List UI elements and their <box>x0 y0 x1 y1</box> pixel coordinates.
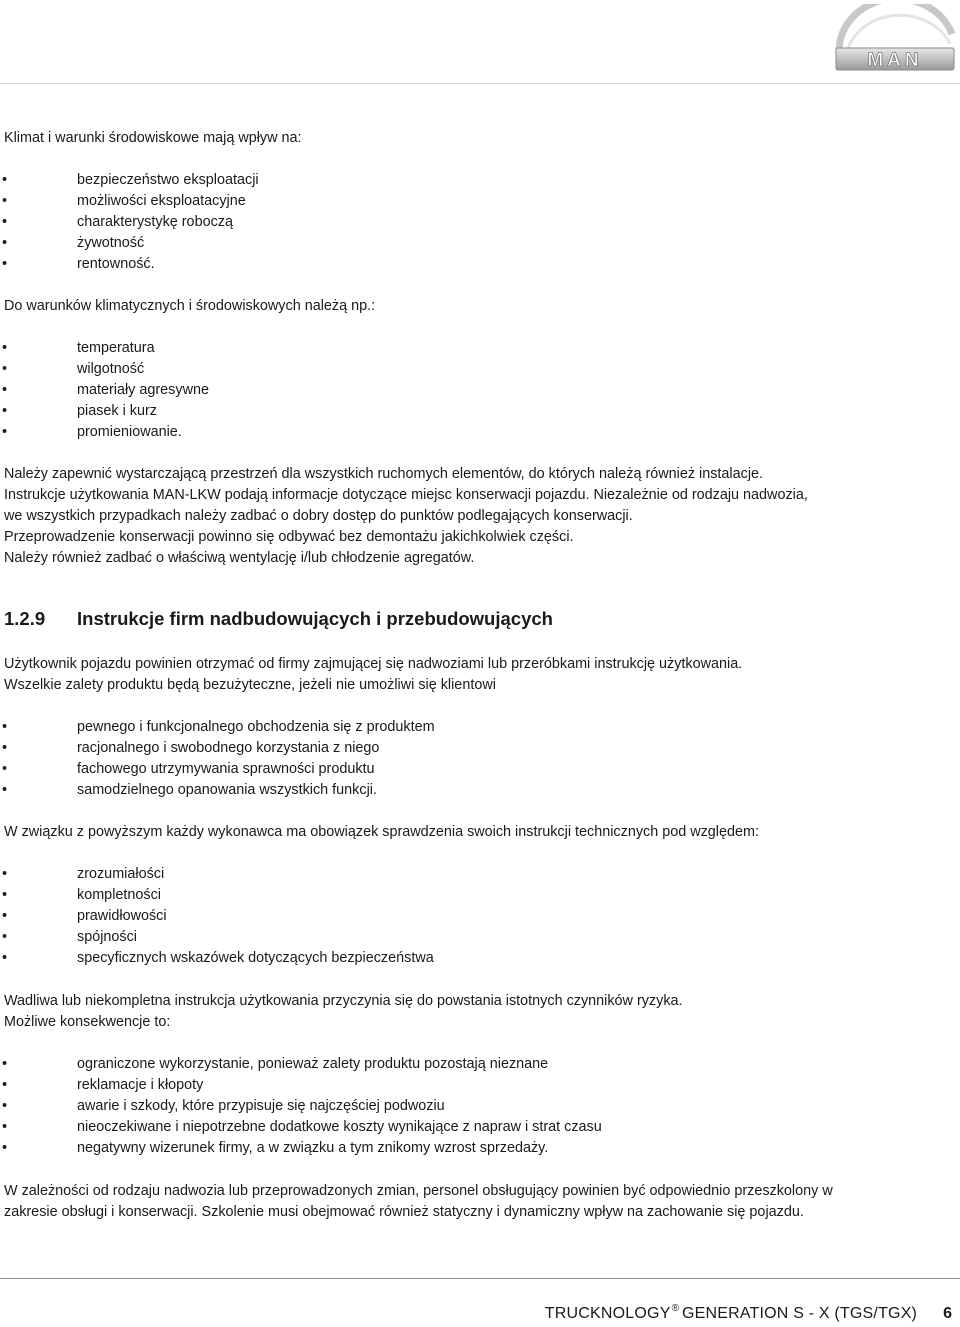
page-footer <box>545 1305 952 1323</box>
footer-divider <box>0 1278 960 1279</box>
paragraph-line: we wszystkich przypadkach należy zadbać o dobry dostęp do punktów podlegających konserwacji. <box>4 508 633 524</box>
list-item: • racjonalnego i swobodnego korzystania z niego <box>4 738 435 759</box>
list-item: • negatywny wizerunek firmy, a w związku a tym znikomy wzrost sprzedaży. <box>4 1138 602 1159</box>
footer-title: TRUCKNOLOGY <box>544 1305 671 1322</box>
list-item: • pewnego i funkcjonalnego obchodzenia się z produktem <box>4 717 435 738</box>
list-item: • charakterystykę roboczą <box>4 212 259 233</box>
list-item: • piasek i kurz <box>4 401 209 422</box>
list-item: • żywotność <box>4 233 259 254</box>
paragraph-line: Należy zapewnić wystarczającą przestrzeń dla wszystkich ruchomych elementów, do których należą również instalacje. <box>4 466 764 482</box>
list-item: • awarie i szkody, które przypisuje się najczęściej podwoziu <box>4 1096 602 1117</box>
list-item: • bezpieczeństwo eksploatacji <box>4 170 259 191</box>
list-item: • specyficznych wskazówek dotyczących bezpieczeństwa <box>4 948 434 969</box>
section-heading <box>4 608 553 629</box>
climate-list <box>4 170 259 275</box>
list-item: • zrozumiałości <box>4 864 434 885</box>
check-list <box>4 864 434 969</box>
header-divider <box>0 83 960 84</box>
list-item: • nieoczekiwane i niepotrzebne dodatkowe koszty wynikające z napraw i strat czasu <box>4 1117 602 1138</box>
paragraph-line: Należy również zadbać o właściwą wentylację i/lub chłodzenie agregatów. <box>4 550 475 566</box>
conditions-list <box>4 338 209 443</box>
section-number: 1.2.9 <box>4 608 46 629</box>
paragraph-line: Możliwe konsekwencje to: <box>4 1014 171 1030</box>
paragraph-line: Użytkownik pojazdu powinien otrzymać od firmy zajmującej się nadwoziami lub przeróbkami instrukcję użytkowania. <box>4 656 743 672</box>
list-item: • materiały agresywne <box>4 380 209 401</box>
paragraph-line: Instrukcje użytkowania MAN-LKW podają informacje dotyczące miejsc konserwacji pojazdu. Niezależnie od rodzaju nadwozia, <box>4 487 808 503</box>
man-logo-graphic <box>832 4 956 72</box>
list-item: • fachowego utrzymywania sprawności produktu <box>4 759 435 780</box>
list-item: • kompletności <box>4 885 434 906</box>
section-title: Instrukcje firm nadbudowujących i przebudowujących <box>77 608 553 629</box>
check-lead: W związku z powyższym każdy wykonawca ma obowiązek sprawdzenia swoich instrukcji technicznych pod względem: <box>4 824 760 840</box>
list-item: • wilgotność <box>4 359 209 380</box>
list-item: • ograniczone wykorzystanie, ponieważ zalety produktu pozostają nieznane <box>4 1054 602 1075</box>
footer-subtitle: GENERATION S - X (TGS/TGX) <box>681 1305 918 1322</box>
list-item: • możliwości eksploatacyjne <box>4 191 259 212</box>
list-item: • samodzielnego opanowania wszystkich funkcji. <box>4 780 435 801</box>
list-item: • promieniowanie. <box>4 422 209 443</box>
list-item: • prawidłowości <box>4 906 434 927</box>
list-item: • rentowność. <box>4 254 259 275</box>
risk-list <box>4 1054 602 1159</box>
paragraph-line: Wszelkie zalety produktu będą bezużyteczne, jeżeli nie umożliwi się klientowi <box>4 677 496 693</box>
page-number: 6 <box>943 1305 952 1322</box>
conditions-lead: Do warunków klimatycznych i środowiskowych należą np.: <box>4 298 376 314</box>
list-item: • temperatura <box>4 338 209 359</box>
svg-text:MAN: MAN <box>867 50 923 71</box>
paragraph-line: Przeprowadzenie konserwacji powinno się odbywać bez demontażu jakichkolwiek części. <box>4 529 574 545</box>
benefit-list <box>4 717 435 801</box>
list-item: • spójności <box>4 927 434 948</box>
registered-mark: ® <box>671 1303 679 1314</box>
climate-lead: Klimat i warunki środowiskowe mają wpływ na: <box>4 130 302 146</box>
list-item: • reklamacje i kłopoty <box>4 1075 602 1096</box>
paragraph-line: zakresie obsługi i konserwacji. Szkolenie musi obejmować również statyczny i dynamiczny wpływ na zachowanie się pojazdu. <box>4 1204 804 1220</box>
man-logo <box>832 4 956 72</box>
paragraph-line: W zależności od rodzaju nadwozia lub przeprowadzonych zmian, personel obsługujący powinien być odpowiednio przeszkolony w <box>4 1183 833 1199</box>
paragraph-line: Wadliwa lub niekompletna instrukcja użytkowania przyczynia się do powstania istotnych czynników ryzyka. <box>4 993 683 1009</box>
